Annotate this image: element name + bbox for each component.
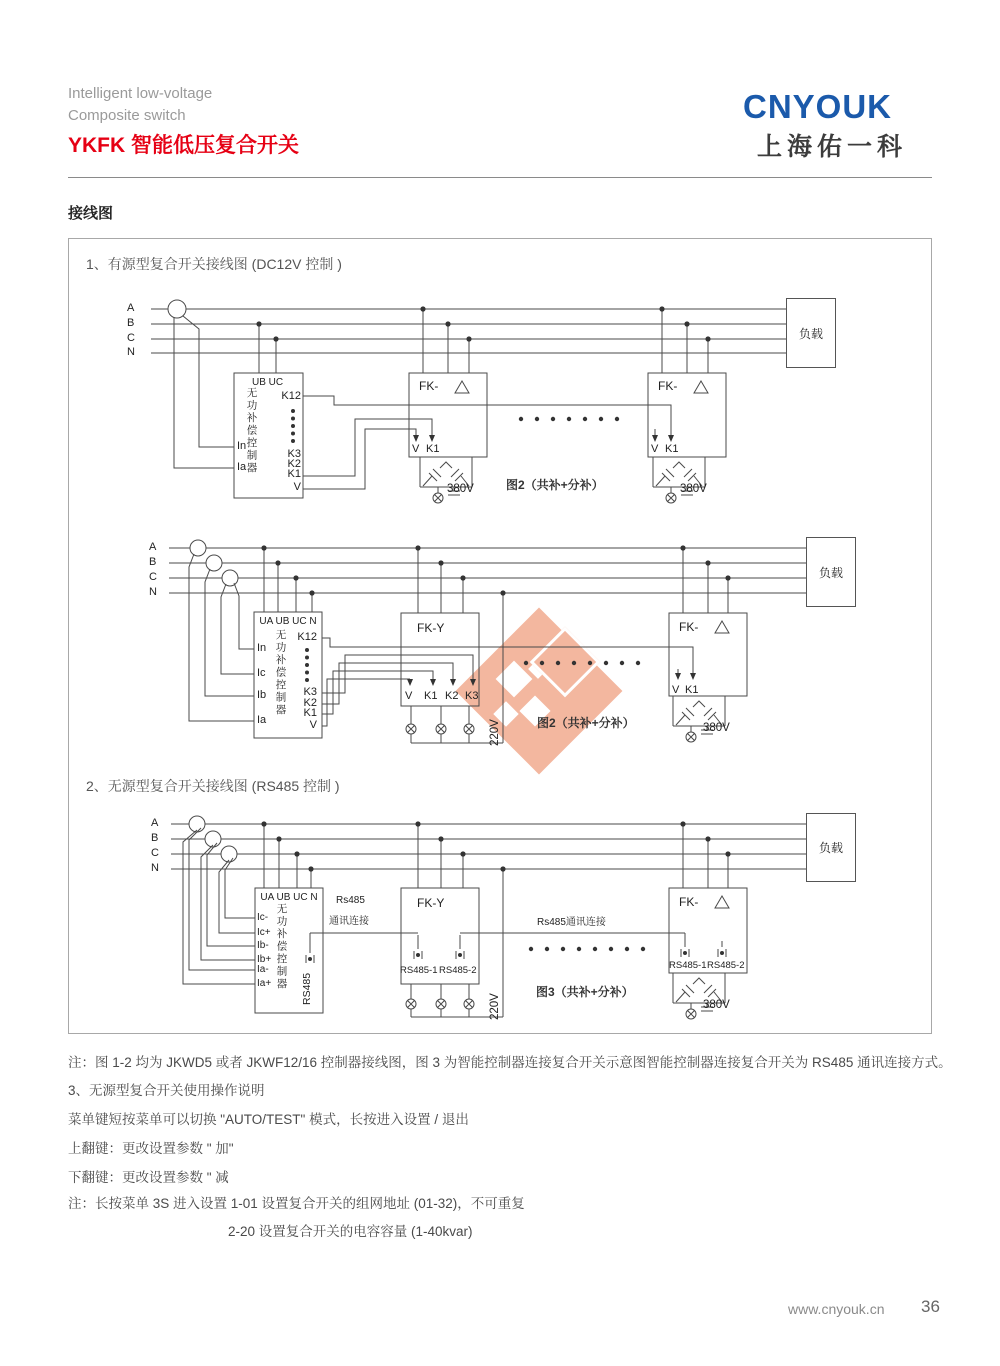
phase-label-c: C	[151, 847, 159, 859]
voltage-380v-label: 380V	[703, 722, 730, 734]
phase-label-n: N	[149, 586, 157, 598]
phase-label-c: C	[127, 332, 135, 344]
fk-terminal-k1: K1	[685, 684, 699, 696]
load-box: 负载	[806, 537, 856, 607]
note-line-3: 菜单键短按菜单可以切换 "AUTO/TEST" 模式，长按进入设置 / 退出	[68, 1112, 469, 1127]
phase-label-b: B	[151, 832, 159, 844]
phase-label-n: N	[151, 862, 159, 874]
controller-name-vertical: 无功补偿控制器	[275, 903, 288, 991]
terminal-ia: Ia	[257, 714, 267, 726]
terminal-k12: K12	[281, 390, 301, 402]
terminal-ib-plus: Ib+	[257, 954, 272, 965]
controller-top-terminals: UB UC	[252, 377, 284, 388]
terminal-k1: K1	[287, 468, 301, 480]
voltage-380v-label: 380V	[703, 999, 730, 1011]
rs485-label-line2: 通讯连接	[329, 916, 369, 927]
phase-label-a: A	[149, 541, 157, 553]
fk-terminal-v: V	[651, 443, 659, 455]
terminal-in: In	[257, 642, 267, 654]
fky-switch-label: FK-Y	[417, 896, 445, 910]
phase-label-b: B	[149, 556, 157, 568]
terminal-ia-minus: Ia-	[257, 964, 269, 975]
header-subtitle-2: Composite switch	[68, 107, 186, 124]
controller-top-terminals: UA UB UC N	[260, 892, 318, 903]
phase-label-b: B	[127, 317, 135, 329]
phase-label-a: A	[151, 817, 159, 829]
terminal-ic-plus: Ic+	[257, 927, 271, 938]
fk-switch-label: FK-	[658, 379, 678, 393]
voltage-220v-label: 220V	[489, 719, 501, 746]
header-divider	[68, 177, 932, 178]
phase-label-n: N	[127, 346, 135, 358]
terminal-v: V	[309, 719, 317, 731]
fky-terminal-rs485-2: RS485-2	[439, 965, 477, 976]
fky-terminal-v: V	[405, 690, 413, 702]
terminal-v: V	[293, 481, 301, 493]
terminal-k2: K2	[287, 458, 301, 470]
fk-terminal-v: V	[412, 443, 420, 455]
terminal-k2: K2	[303, 697, 317, 709]
terminal-ib: Ib	[257, 689, 267, 701]
fky-terminal-rs485-1: RS485-1	[400, 965, 438, 976]
note-line-6: 注：长按菜单 3S 进入设置 1-01 设置复合开关的组网地址 (01-32)，不可重复	[68, 1196, 525, 1211]
phase-label-a: A	[127, 302, 135, 314]
note-line-1: 注：图 1-2 均为 JKWD5 或者 JKWF12/16 控制器接线图，图 3 为智能控制器连接复合开关示意图智能控制器连接复合开关为 RS485 通讯连接方式。	[68, 1055, 952, 1070]
rs485-label-line1: Rs485	[336, 895, 365, 906]
page-title: YKFK 智能低压复合开关	[68, 134, 299, 157]
note-line-2: 3、无源型复合开关使用操作说明	[68, 1083, 265, 1098]
controller-name-vertical: 无功补偿控制器	[245, 387, 258, 475]
fk-switch-label: FK-	[679, 620, 699, 634]
controller-top-terminals: UA UB UC N	[259, 616, 317, 627]
footer-page-number: 36	[921, 1297, 940, 1316]
note-line-5: 下翻键：更改设置参数 " 减	[68, 1170, 229, 1185]
note-line-7: 2-20 设置复合开关的电容容量 (1-40kvar)	[228, 1224, 473, 1239]
brand-logo-cn: 上海佑一科	[757, 133, 908, 161]
fk-switch-label: FK-	[679, 895, 699, 909]
figure3-caption: 图3（共补+分补）	[536, 985, 634, 999]
fk-terminal-rs485-1: RS485-1	[669, 960, 707, 971]
fky-terminal-k1: K1	[424, 690, 438, 702]
voltage-220v-label: 220V	[489, 993, 501, 1020]
note-line-4: 上翻键：更改设置参数 " 加"	[68, 1141, 234, 1156]
load-box: 负载	[786, 298, 836, 368]
figure2-caption: 图2（共补+分补）	[506, 478, 604, 492]
terminal-k3: K3	[303, 686, 317, 698]
footer-url: www.cnyouk.cn	[788, 1301, 885, 1317]
figure2-caption: 图2（共补+分补）	[537, 716, 635, 730]
voltage-380v-label: 380V	[447, 483, 474, 495]
terminal-ic: Ic	[257, 667, 266, 679]
diagram1-title: 1、有源型复合开关接线图 (DC12V 控制 )	[86, 256, 342, 272]
load-box: 负载	[806, 813, 856, 882]
terminal-in: In	[237, 440, 247, 452]
wiring-diagram-frame	[68, 238, 932, 1034]
fk-terminal-rs485-2: RS485-2	[707, 960, 745, 971]
terminal-k12: K12	[297, 631, 317, 643]
terminal-ia-plus: Ia+	[257, 978, 272, 989]
fky-terminal-k2: K2	[445, 690, 459, 702]
terminal-k3: K3	[287, 448, 301, 460]
fk-switch-label: FK-	[419, 379, 439, 393]
controller-name-vertical: 无功补偿控制器	[274, 629, 287, 717]
section-title: 接线图	[68, 205, 114, 222]
header-subtitle-1: Intelligent low-voltage	[68, 85, 213, 102]
fk-terminal-k1: K1	[426, 443, 440, 455]
phase-label-c: C	[149, 571, 157, 583]
terminal-k1: K1	[303, 707, 317, 719]
terminal-ib-minus: Ib-	[257, 940, 269, 951]
terminal-ia: Ia	[237, 461, 247, 473]
fk-terminal-v: V	[672, 684, 680, 696]
rs485-link-label: Rs485通讯连接	[537, 917, 606, 928]
voltage-380v-label: 380V	[680, 483, 707, 495]
fk-terminal-k1: K1	[665, 443, 679, 455]
fky-switch-label: FK-Y	[417, 621, 445, 635]
diagram3-title: 2、无源型复合开关接线图 (RS485 控制 )	[86, 778, 340, 794]
rs485-port-label: RS485	[301, 972, 313, 1005]
brand-logo: CNYOUK	[743, 88, 893, 125]
fky-terminal-k3: K3	[465, 690, 479, 702]
terminal-ic-minus: Ic-	[257, 912, 269, 923]
